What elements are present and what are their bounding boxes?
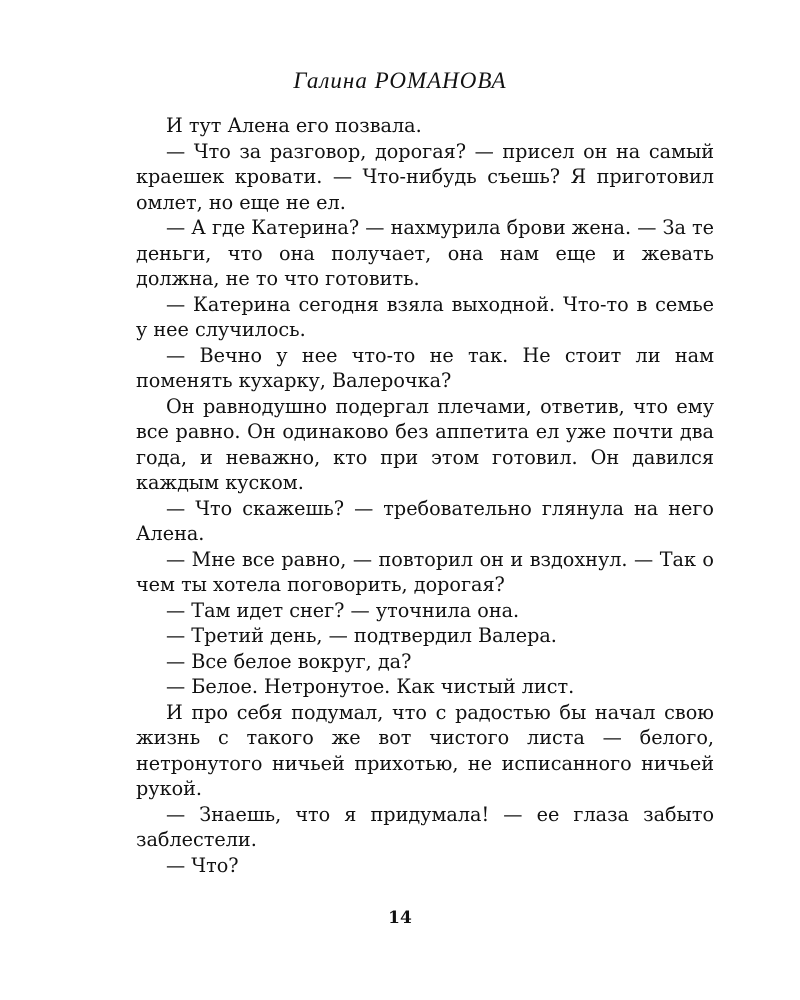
paragraph: — А где Катерина? — нахмурила брови жена. — За те деньги, что она получает, она нам еще и жевать должна, не то что готовить.: [136, 216, 714, 290]
paragraph: — Все белое вокруг, да?: [166, 649, 412, 673]
running-head-author: Галина РОМАНОВА: [293, 68, 507, 93]
paragraph: — Катерина сегодня взяла выходной. Что-то в семье у нее случилось.: [136, 292, 714, 341]
paragraph: — Что?: [166, 853, 239, 877]
paragraph: И тут Алена его позвала.: [166, 114, 422, 137]
paragraph: — Что за разговор, дорогая? — присел он на самый краешек кровати. — Что-нибудь съешь? Я приготовил омлет, но еще не ел.: [136, 139, 714, 214]
paragraph: — Там идет снег? — уточнила она.: [166, 598, 520, 622]
paragraph: Он равнодушно подергал плечами, ответив, что ему все равно. Он одинаково без аппетита ел уже почти два года, и неважно, кто при этом готовил. Он давился каждым куском.: [136, 394, 714, 494]
paragraph: — Мне все равно, — повторил он и вздохнул. — Так о чем ты хотела поговорить, дорогая?: [136, 547, 714, 596]
paragraph: — Белое. Нетронутое. Как чистый лист.: [166, 675, 575, 698]
page-number: 14: [388, 908, 412, 928]
paragraph: — Третий день, — подтвердил Валера.: [166, 624, 557, 647]
paragraph: — Что скажешь? — требовательно глянула на него Алена.: [136, 496, 714, 545]
paragraph: — Знаешь, что я придумала! — ее глаза забыто заблестели.: [136, 802, 714, 851]
paragraph: И про себя подумал, что с радостью бы начал свою жизнь с такого же вот чистого листа — белого, нетронутого ничьей прихотью, не исписанного ничьей рукой.: [136, 700, 714, 800]
body-text: [136, 113, 714, 878]
paragraph: — Вечно у нее что-то не так. Не стоит ли нам поменять кухарку, Валерочка?: [136, 343, 714, 392]
